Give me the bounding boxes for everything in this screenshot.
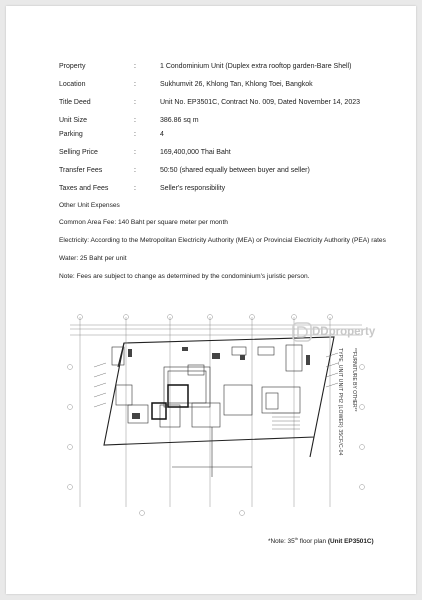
floor-plan-caption	[268, 536, 374, 545]
detail-colon: :	[134, 149, 136, 156]
floor-plan-svg	[62, 307, 372, 527]
detail-colon: :	[134, 185, 136, 192]
detail-value: Seller's responsibility	[160, 185, 226, 192]
ddproperty-logo-icon	[292, 322, 312, 342]
plan-side-label-furniture: **FURNITURE BY OTHER**	[351, 348, 357, 412]
detail-label: Unit Size	[59, 117, 88, 124]
ddproperty-watermark: DDproperty	[312, 326, 376, 338]
detail-value: Sukhumvit 26, Khlong Tan, Khlong Toei, Bangkok	[160, 81, 313, 88]
common-area-fee: Common Area Fee: 140 Baht per square meter per month	[59, 219, 228, 226]
detail-label: Taxes and Fees	[59, 185, 109, 192]
detail-label: Property	[59, 63, 86, 70]
note-text: Note: Fees are subject to change as determined by the condominium's juristic person.	[59, 273, 310, 280]
caption-sup: th	[294, 536, 298, 541]
detail-value: 1 Condominium Unit (Duplex extra rooftop garden-Bare Shell)	[160, 63, 352, 70]
detail-value: 4	[160, 131, 164, 138]
caption-prefix: *Note: 35	[268, 538, 295, 546]
detail-value: 50:50 (shared equally between buyer and seller)	[160, 167, 310, 174]
caption-mid: floor plan	[298, 538, 328, 546]
detail-label: Selling Price	[59, 149, 98, 156]
detail-colon: :	[134, 99, 136, 106]
detail-label: Location	[59, 81, 86, 88]
detail-colon: :	[134, 167, 136, 174]
detail-colon: :	[134, 117, 136, 124]
detail-colon: :	[134, 131, 136, 138]
detail-colon: :	[134, 81, 136, 88]
detail-value: Unit No. EP3501C, Contract No. 009, Dated November 14, 2023	[160, 99, 360, 106]
water-text: Water: 25 Baht per unit	[59, 255, 127, 262]
caption-unit: (Unit EP3501C)	[327, 538, 374, 546]
detail-label: Parking	[59, 131, 83, 138]
detail-value: 169,400,000 Thai Baht	[160, 149, 231, 156]
detail-value: 386.86 sq m	[160, 117, 199, 124]
document-page	[6, 6, 416, 594]
plan-side-label: TYPE_UNIT UNIT PH2 (LOWER) 35CF/C-04	[337, 348, 343, 456]
electricity-text: Electricity: According to the Metropolitan Electricity Authority (MEA) or Provincial Electricity Authority (PEA) rates	[59, 237, 386, 244]
other-expenses-heading: Other Unit Expenses	[59, 202, 120, 209]
floor-plan-drawing	[62, 307, 372, 527]
detail-label: Title Deed	[59, 99, 91, 106]
detail-colon: :	[134, 63, 136, 70]
detail-label: Transfer Fees	[59, 167, 103, 174]
